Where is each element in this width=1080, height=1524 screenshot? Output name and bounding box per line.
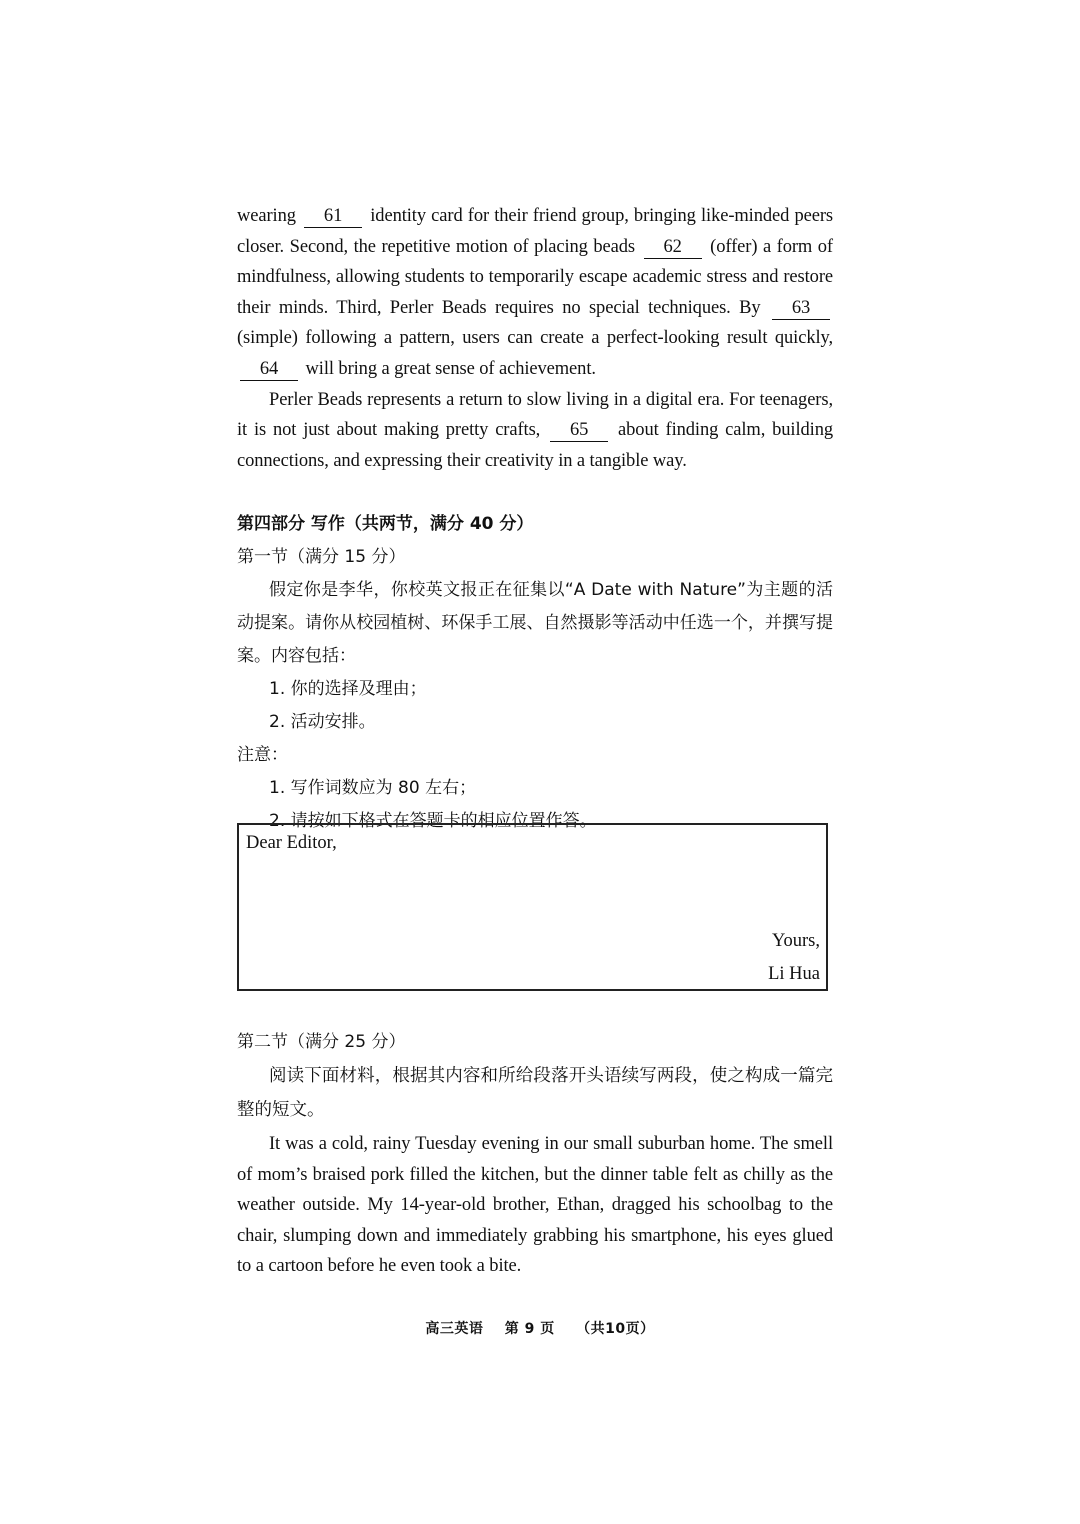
section2	[237, 1026, 833, 1282]
passage-text: identity card for their friend group, bringing like-minded peers closer. Second, the repetitive motion of placing beads	[237, 206, 833, 257]
page-footer	[0, 1318, 1080, 1338]
blank-63: 63	[772, 298, 830, 320]
note-item-1: 1. 写作词数应为 80 左右；	[269, 778, 477, 798]
section1-prompt: 假定你是李华，你校英文报正在征集以“A Date with Nature”为主题的活动提案。请你从校园植树、环保手工展、自然摄影等活动中任选一个，并撰写提案。内容包括：	[237, 580, 833, 666]
passage-paragraph-2	[237, 385, 833, 477]
section2-prompt: 阅读下面材料，根据其内容和所给段落开头语续写两段，使之构成一篇完整的短文。	[237, 1066, 833, 1120]
content-item-2: 2. 活动安排。	[269, 712, 376, 732]
passage-text: Perler Beads represents a return to slow living in a digital era. For teenagers, it is not just about making pretty crafts,	[237, 389, 833, 441]
footer-total: （共10页）	[576, 1321, 655, 1337]
part-title: 第四部分 写作（共两节，满分 40 分）	[237, 514, 534, 534]
passage-paragraph-1	[237, 201, 833, 385]
letter-closing: Yours,	[772, 931, 820, 951]
letter-signature: Li Hua	[768, 964, 820, 984]
section2-title: 第二节（满分 25 分）	[237, 1032, 406, 1052]
content-item-1: 1. 你的选择及理由；	[269, 679, 427, 699]
blank-61: 61	[304, 206, 362, 228]
writing-section	[237, 508, 833, 838]
blank-62: 62	[644, 237, 702, 259]
passage-text: wearing	[237, 206, 296, 226]
footer-subject: 高三英语	[425, 1321, 484, 1337]
passage-text: (offer) a form of mindfulness, allowing students to temporarily escape academic stress and restore their minds. Third, Perler Beads requires no special techniques. By	[237, 236, 833, 318]
note-item-2: 2. 请按如下格式在答题卡的相应位置作答。	[269, 811, 597, 831]
letter-format-box	[237, 823, 828, 991]
notes-label: 注意：	[237, 745, 288, 765]
blank-64: 64	[240, 359, 298, 381]
blank-65: 65	[550, 420, 608, 442]
section1-title: 第一节（满分 15 分）	[237, 547, 406, 567]
story-paragraph: It was a cold, rainy Tuesday evening in our small suburban home. The smell of mom’s braised pork filled the kitchen, but the dinner table felt as chilly as the weather outside. My 14-year-old brother, Ethan, dragged his schoolbag to the chair, slumping down and immediately grabbing his smartphone, his eyes glued to a cartoon before he even took a bite.	[237, 1134, 833, 1277]
footer-page: 第 9 页	[504, 1321, 555, 1337]
passage-section	[237, 201, 833, 476]
letter-greeting: Dear Editor,	[246, 833, 337, 853]
passage-text: about finding calm, building connections, and expressing their creativity in a tangible way.	[237, 420, 834, 471]
passage-text: will bring a great sense of achievement.	[305, 358, 596, 379]
passage-text: (simple) following a pattern, users can create a perfect-looking result quickly,	[237, 328, 833, 349]
